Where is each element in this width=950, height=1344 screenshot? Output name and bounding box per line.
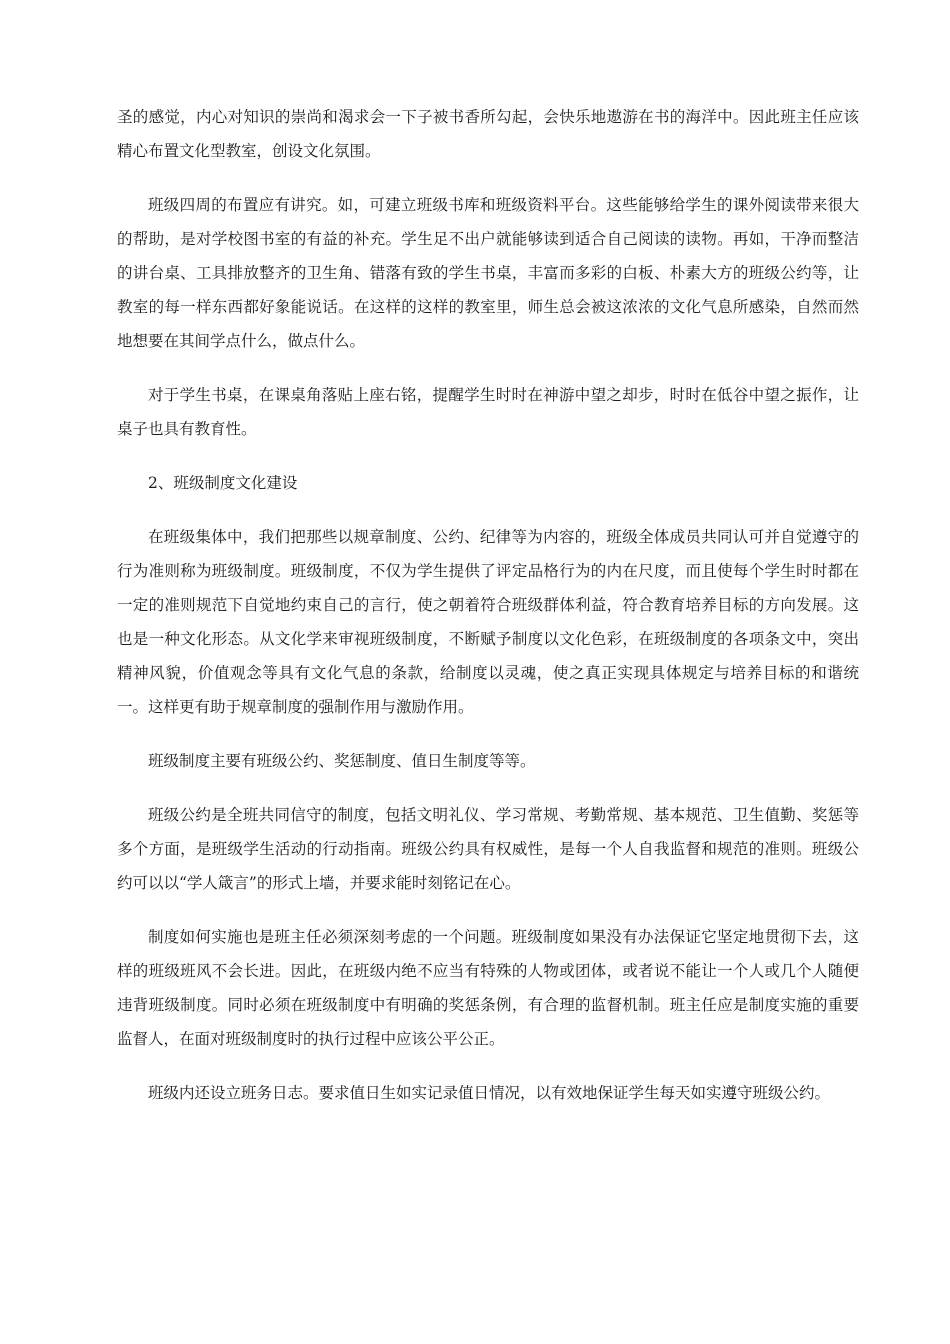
paragraph-continued: 圣的感觉，内心对知识的崇尚和渴求会一下子被书香所勾起，会快乐地遨游在书的海洋中。因此班主任应该精心布置文化型教室，创设文化氛围。 (117, 108, 859, 160)
paragraph-student-desks: 对于学生书桌，在课桌角落贴上座右铭，提醒学生时时在神游中望之却步，时时在低谷中望之振作，让桌子也具有教育性。 (117, 386, 859, 438)
paragraph-system-types: 班级制度主要有班级公约、奖惩制度、值日生制度等等。 (148, 752, 536, 770)
document-body (117, 100, 859, 1130)
section-heading-class-system: 2、班级制度文化建设 (148, 474, 298, 492)
paragraph-class-convention: 班级公约是全班共同信守的制度，包括文明礼仪、学习常规、考勤常规、基本规范、卫生值勤、奖惩等多个方面，是班级学生活动的行动指南。班级公约具有权威性，是每一个人自我监督和规范的准则。班级公约可以以“学人箴言”的形式上墙，并要求能时刻铭记在心。 (117, 806, 859, 892)
paragraph-classroom-layout: 班级四周的布置应有讲究。如，可建立班级书库和班级资料平台。这些能够给学生的课外阅读带来很大的帮助，是对学校图书室的有益的补充。学生足不出户就能够读到适合自己阅读的读物。再如，干净而整洁的讲台桌、工具排放整齐的卫生角、错落有致的学生书桌，丰富而多彩的白板、朴素大方的班级公约等，让教室的每一样东西都好象能说话。在这样的这样的教室里，师生总会被这浓浓的文化气息所感染，自然而然地想要在其间学点什么，做点什么。 (117, 196, 859, 350)
paragraph-system-implementation: 制度如何实施也是班主任必须深刻考虑的一个问题。班级制度如果没有办法保证它坚定地贯彻下去，这样的班级班风不会长进。因此，在班级内绝不应当有特殊的人物或团体，或者说不能让一个人或几个人随便违背班级制度。同时必须在班级制度中有明确的奖惩条例，有合理的监督机制。班主任应是制度实施的重要监督人，在面对班级制度时的执行过程中应该公平公正。 (117, 928, 859, 1048)
paragraph-class-system-definition: 在班级集体中，我们把那些以规章制度、公约、纪律等为内容的，班级全体成员共同认可并自觉遵守的行为准则称为班级制度。班级制度，不仅为学生提供了评定品格行为的内在尺度，而且使每个学生时时都在一定的准则规范下自觉地约束自己的言行，使之朝着符合班级群体利益，符合教育培养目标的方向发展。这也是一种文化形态。从文化学来审视班级制度，不断赋予制度以文化色彩，在班级制度的各项条文中，突出精神风貌，价值观念等具有文化气息的条款，给制度以灵魂，使之真正实现具体规定与培养目标的和谐统一。这样更有助于规章制度的强制作用与激励作用。 (117, 528, 859, 716)
paragraph-class-log: 班级内还设立班务日志。要求值日生如实记录值日情况，以有效地保证学生每天如实遵守班级公约。 (148, 1084, 831, 1102)
